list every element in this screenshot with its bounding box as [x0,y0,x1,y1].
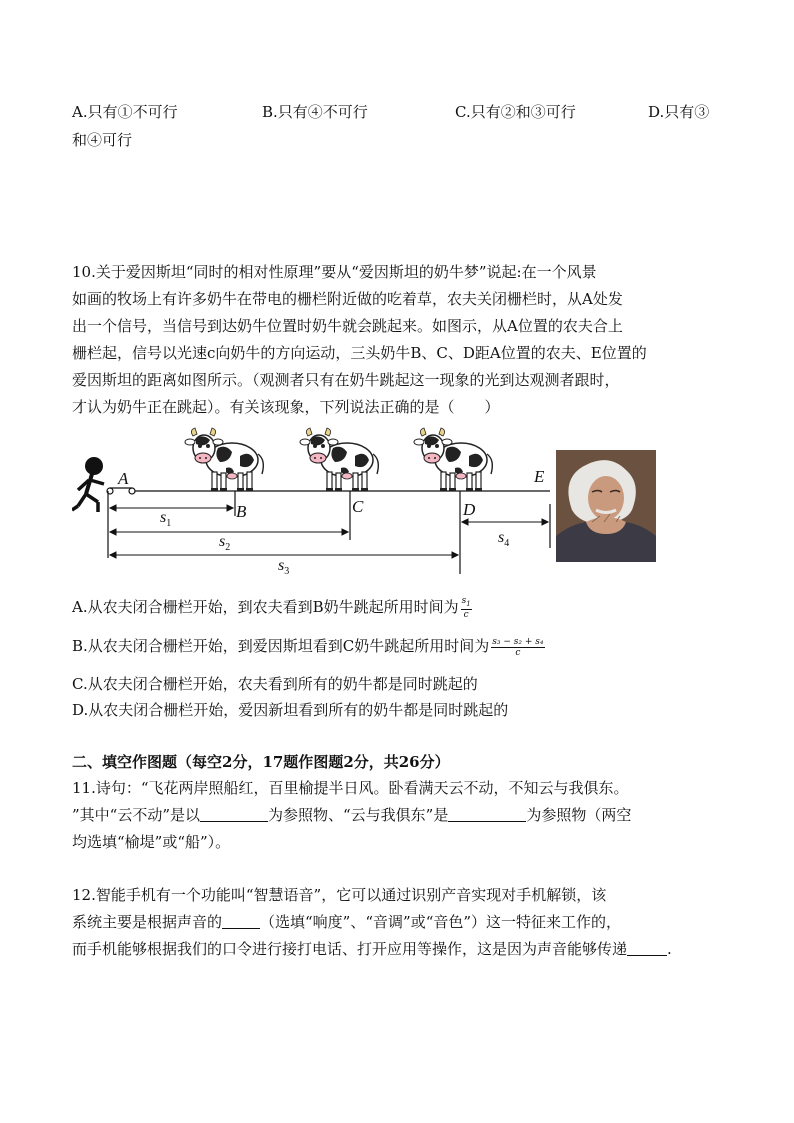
label-d: D [463,500,476,519]
einstein-portrait-image [556,450,656,562]
switch-a [107,488,135,494]
q9-option-c: C.只有②和③可行 [455,103,576,121]
q10-line: 爱因斯坦的距离如图所示。（观测者只有在奶牛跳起这一现象的光到达观测者跟时， [72,371,620,389]
q11-line-3: 均选填“榆堤”或“船”）。 [72,833,231,851]
cow-dream-figure [72,418,662,588]
q9-option-d: D.只有③ [648,103,710,121]
q9-option-b: B.只有④不可行 [262,103,368,121]
q12-blank-2[interactable] [627,939,667,956]
cow-b [185,428,263,491]
q12-line-2: 系统主要是根据声音的 （选填“响度”、“音调”或“音色”）这一特征来工作的， [72,913,622,931]
q10-option-b: B.从农夫闭合栅栏开始，到爱因斯坦看到C奶牛跳起所用时间为 $\frac{\text{s₃ − s₂ + s₄}}{c}$ [72,636,544,658]
q10-option-c: C.从农夫闭合栅栏开始，农夫看到所有的奶牛都是同时跳起的 [72,675,478,693]
farmer-figure [72,457,104,512]
q9-option-d-continued: 和④可行 [72,131,133,149]
q11-blank-1[interactable] [200,805,268,822]
label-c: C [352,497,364,516]
label-s2: $s_2$ [219,533,231,553]
q10-line: 栅栏起，信号以光速c向奶牛的方向运动，三头奶牛B、C、D距A位置的农夫、E位置的 [72,344,647,362]
q10-option-d: D.从农夫闭合栅栏开始，爱因新坦看到所有的奶牛都是同时跳起的 [72,701,509,719]
q12-line-1: 12.智能手机有一个功能叫“智慧语音”，它可以通过识别产音实现对手机解锁，该 [72,886,607,904]
q12-blank-1[interactable] [222,912,260,929]
fraction-s1-over-c: $\frac{s_1}{c}$ [461,596,471,620]
label-b: B [236,502,247,521]
q11-line-1: 11.诗句：“飞花两岸照船红，百里榆提半日风。卧看满天云不动，不知云与我俱东。 [72,779,629,797]
q10-line: 才认为奶牛正在跳起）。有关该现象，下列说法正确的是（ ） [72,398,500,416]
cow-c [300,428,378,491]
fraction-s3-s2-s4-over-c: $\frac{\text{s₃ − s₂ + s₄}}{c}$ [492,636,544,658]
label-s1: $s_1$ [160,509,172,529]
q9-option-a: A.只有①不可行 [72,103,178,121]
label-s3: $s_3$ [278,557,290,577]
cow-d [414,428,492,491]
label-a: A [118,469,129,488]
q12-line-3: 而手机能够根据我们的口令进行接打电话、打开应用等操作，这是因为声音能够传递 . [72,940,672,958]
q10-line: 如画的牧场上有许多奶牛在带电的栅栏附近做的吃着草，农夫关闭栅栏时，从A处发 [72,290,623,308]
label-e: E [534,467,545,486]
q10-line: 出一个信号，当信号到达奶牛位置时奶牛就会跳起来。如图示，从A位置的农夫合上 [72,317,623,335]
q10-option-a: A.从农夫闭合栅栏开始，到农夫看到B奶牛跳起所用时间为 $\frac{s_1}{c}$ [72,596,471,620]
q11-blank-2[interactable] [448,805,526,822]
q11-line-2: ”其中“云不动”是以 为参照物、“云与我俱东”是 为参照物（两空 [72,806,632,824]
label-s4: $s_4$ [498,529,510,549]
q10-line: 10.关于爱因斯坦“同时的相对性原理”要从“爱因斯坦的奶牛梦”说起:在一个风景 [72,263,597,281]
section-2-heading: 二、填空作图题（每空2分，17题作图题2分，共26分） [72,753,450,771]
